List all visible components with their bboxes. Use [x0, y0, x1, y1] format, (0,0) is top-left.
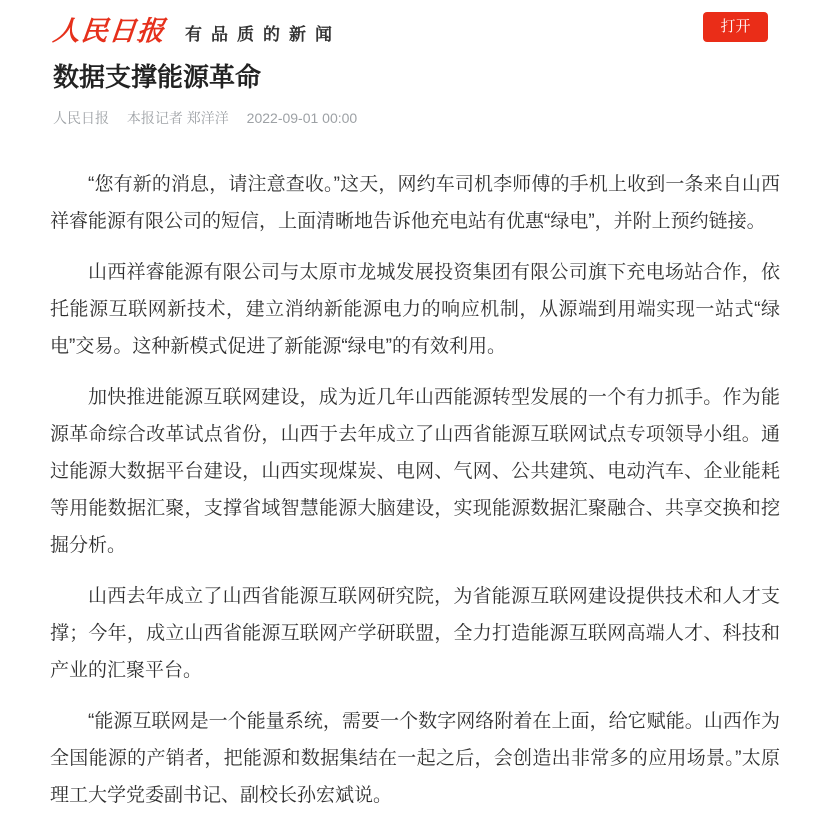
article-title: 数据支撑能源革命 — [53, 62, 262, 92]
peoples-daily-logo[interactable]: 人民日报 — [51, 16, 167, 47]
article-paragraph: “能源互联网是一个能量系统，需要一个数字网络附着在上面，给它赋能。山西作为全国能源的产销者，把能源和数据集结在一起之后，会创造出非常多的应用场景。”太原理工大学党委副书记、副校长孙宏斌说。 — [50, 711, 780, 806]
site-slogan: 有品质的新闻 — [185, 24, 341, 44]
article-paragraph: 山西去年成立了山西省能源互联网研究院，为省能源互联网建设提供技术和人才支撑；今年，成立山西省能源互联网产学研联盟，全力打造能源互联网高端人才、科技和产业的汇聚平台。 — [50, 586, 780, 681]
article-byline — [53, 108, 768, 128]
open-app-button[interactable]: 打开 — [703, 12, 768, 42]
article-paragraph: 山西祥睿能源有限公司与太原市龙城发展投资集团有限公司旗下充电场站合作，依托能源互联网新技术，建立消纳新能源电力的响应机制，从源端到用端实现一站式“绿电”交易。这种新模式促进了新能源“绿电”的有效利用。 — [50, 262, 780, 357]
byline-source: 人民日报 — [53, 110, 109, 126]
site-header — [0, 0, 816, 52]
article-paragraph: 加快推进能源互联网建设，成为近几年山西能源转型发展的一个有力抓手。作为能源革命综合改革试点省份，山西于去年成立了山西省能源互联网试点专项领导小组。通过能源大数据平台建设，山西实现煤炭、电网、气网、公共建筑、电动汽车、企业能耗等用能数据汇聚，支撑省域智慧能源大脑建设，实现能源数据汇聚融合、共享交换和挖掘分析。 — [50, 387, 780, 556]
byline-datetime: 2022-09-01 00:00 — [246, 110, 358, 126]
article-body — [50, 166, 780, 814]
article-paragraph: “您有新的消息，请注意查收。”这天，网约车司机李师傅的手机上收到一条来自山西祥睿能源有限公司的短信，上面清晰地告诉他充电站有优惠“绿电”，并附上预约链接。 — [50, 174, 780, 232]
byline-reporter: 本报记者 郑洋洋 — [126, 110, 229, 126]
